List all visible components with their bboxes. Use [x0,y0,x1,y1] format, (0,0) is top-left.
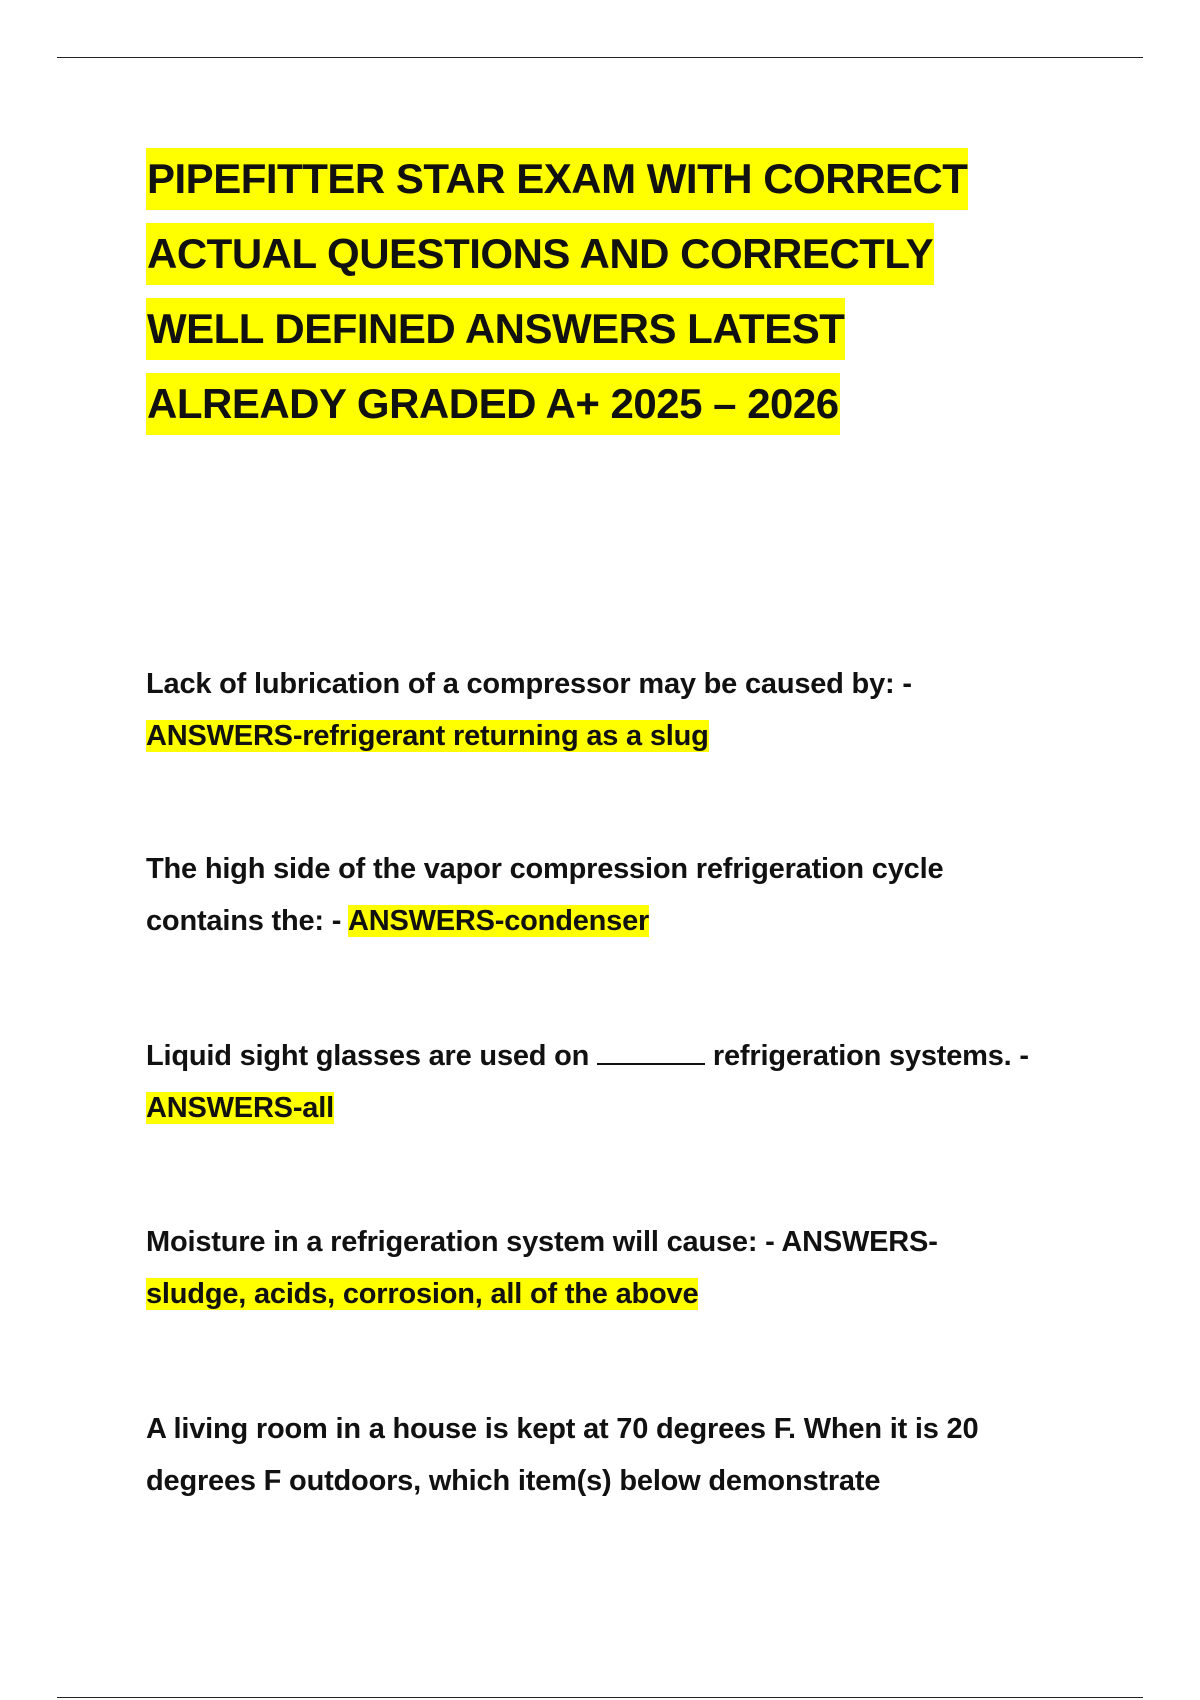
question-item-4 [146,1216,1046,1320]
question-item-5 [146,1403,1046,1507]
question-item-3 [146,1030,1046,1134]
document-title [146,148,1046,448]
question-item-2 [146,843,1046,947]
fill-in-blank [597,1041,705,1065]
title-line: ACTUAL QUESTIONS AND CORRECTLY [146,223,934,285]
answer-text: sludge, acids, corrosion, all of the above [146,1278,699,1310]
title-line: PIPEFITTER STAR EXAM WITH CORRECT [146,148,968,210]
answer-text: ANSWERS-refrigerant returning as a slug [146,720,709,752]
bottom-rule [57,1697,1143,1698]
question-text: Lack of lubrication of a compressor may be caused by: - [146,668,912,700]
question-text: A living room in a house is kept at 70 degrees F. When it is 20 degrees F outdoors, which item(s) below demonstrate [146,1413,979,1497]
question-item-1 [146,658,1046,762]
question-text: Moisture in a refrigeration system will cause: - ANSWERS- [146,1226,938,1258]
question-text-after-blank: refrigeration systems. - [712,1040,1029,1072]
answer-text: ANSWERS-condenser [347,905,650,937]
answer-text: ANSWERS-all [146,1092,334,1124]
top-rule [57,57,1143,58]
question-text: The high side of the vapor compression refrigeration cycle contains the: - [146,853,944,937]
title-line: WELL DEFINED ANSWERS LATEST [146,298,845,360]
title-line: ALREADY GRADED A+ 2025 – 2026 [146,373,840,435]
question-text-before-blank: Liquid sight glasses are used on [146,1040,590,1072]
